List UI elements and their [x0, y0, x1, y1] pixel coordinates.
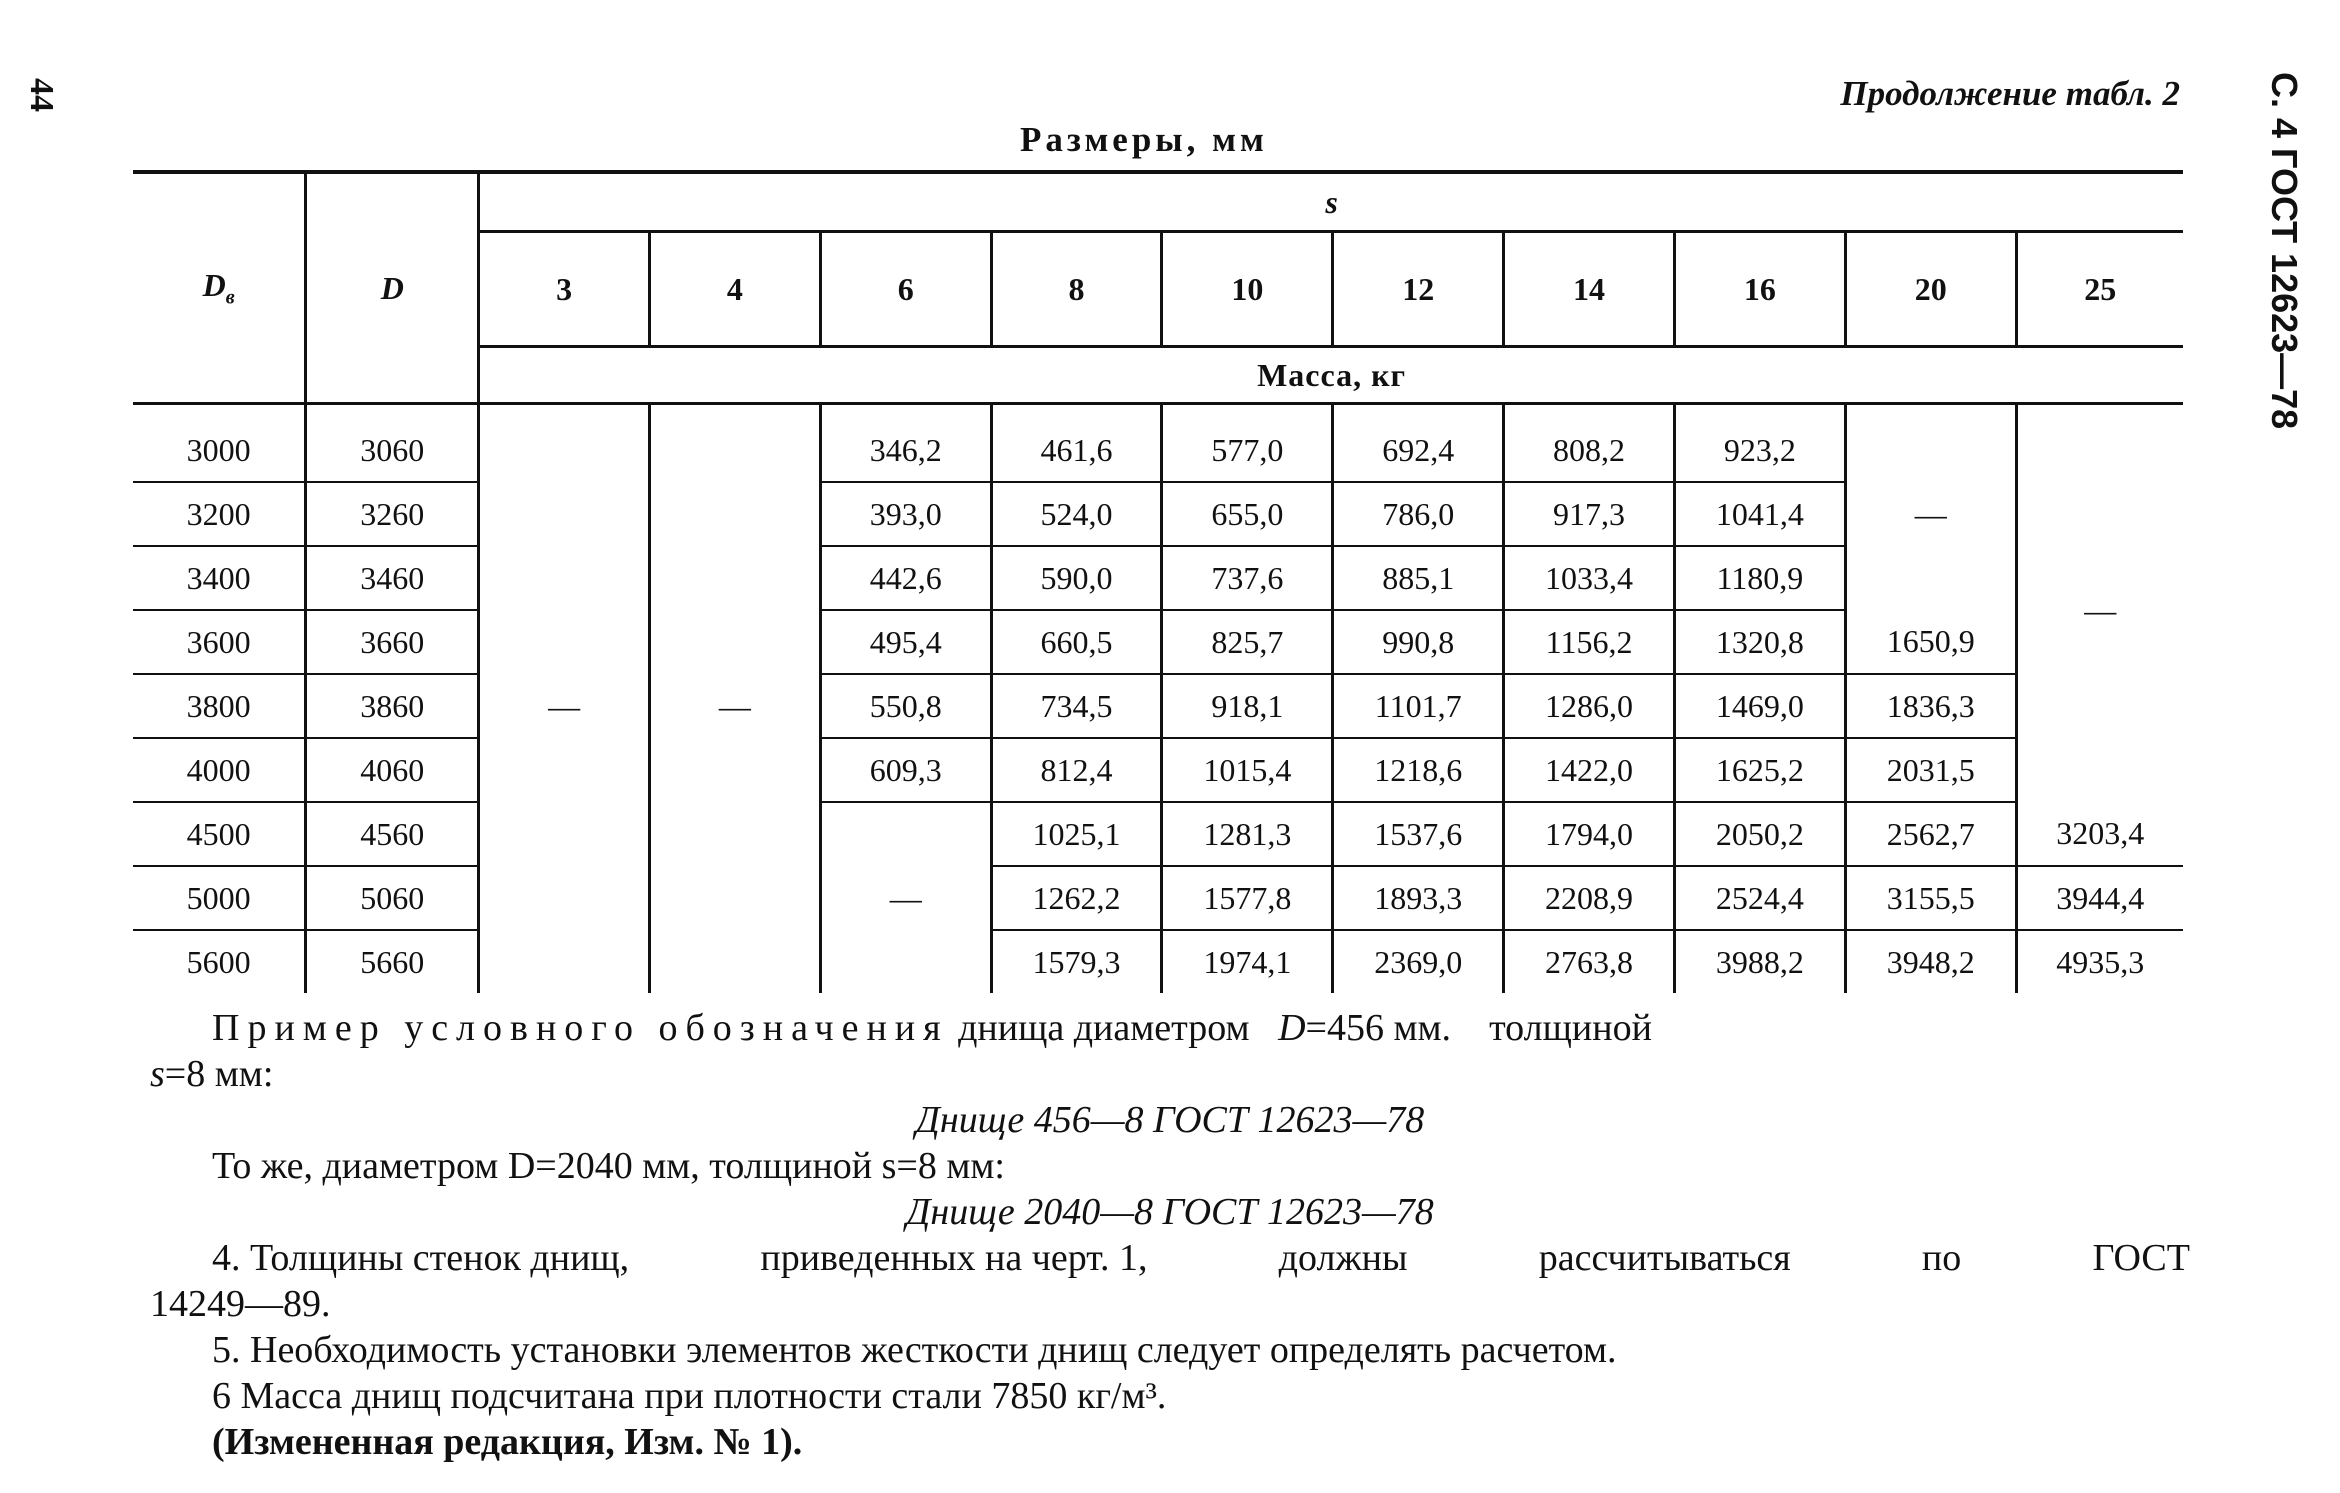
- cell-mass-c8: 660,5: [991, 610, 1162, 674]
- note-4-part-e: по: [1921, 1237, 1962, 1279]
- cell-mass-c16: 1625,2: [1674, 738, 1845, 802]
- cell-mass-c20: 1650,9: [1845, 610, 2016, 674]
- cell-mass-c10: 1015,4: [1162, 738, 1333, 802]
- cell-d: 5660: [306, 930, 479, 993]
- cell-d: 3660: [306, 610, 479, 674]
- cell-mass-c14: 1794,0: [1504, 802, 1675, 866]
- table-row: [133, 802, 2183, 866]
- note-4-part-c: должны: [1278, 1237, 1408, 1279]
- header-s-20: 20: [1845, 232, 2016, 347]
- same-line: То же, диаметром D=2040 мм, толщиной s=8 мм:: [212, 1145, 1005, 1187]
- example-d-symbol: D: [1278, 1007, 1306, 1049]
- example-s-line: [150, 1051, 2190, 1097]
- note-4-part-d: рассчитываться: [1538, 1237, 1791, 1279]
- table-continuation-label: Продолжение табл. 2: [1840, 74, 2180, 113]
- cell-mass-c20: 3948,2: [1845, 930, 2016, 993]
- cell-mass-c8: 461,6: [991, 404, 1162, 483]
- cell-mass-c14: 1286,0: [1504, 674, 1675, 738]
- cell-mass-c20: 1836,3: [1845, 674, 2016, 738]
- cell-mass-c14: 2763,8: [1504, 930, 1675, 993]
- example-thickness-word: толщиной: [1489, 1007, 1652, 1049]
- units-label: Размеры, мм: [1020, 120, 1268, 159]
- cell-d: 3060: [306, 404, 479, 483]
- header-s-4: 4: [649, 232, 820, 347]
- header-d: D: [306, 172, 479, 404]
- cell-mass-c14: 1422,0: [1504, 738, 1675, 802]
- cell-db: 5600: [186, 943, 251, 980]
- cell-mass-c16: 3988,2: [1674, 930, 1845, 993]
- note-4-continuation: 14249—89.: [150, 1283, 331, 1325]
- header-s: s: [479, 172, 2183, 232]
- cell-mass-c12: 1537,6: [1333, 802, 1504, 866]
- cell-mass-c16: 2050,2: [1674, 802, 1845, 866]
- cell-d: 3460: [306, 546, 479, 610]
- cell-mass-c12: 885,1: [1333, 546, 1504, 610]
- cell-db: 3200: [133, 482, 306, 546]
- cell-mass-c12: 692,4: [1333, 404, 1504, 483]
- cell-db: 3400: [133, 546, 306, 610]
- example-rest-text: днища диаметром: [958, 1007, 1250, 1049]
- table-row: [133, 674, 2183, 738]
- cell-mass-c12: 1101,7: [1333, 674, 1504, 738]
- example-spaced-text: Пример условного обозначения: [212, 1007, 949, 1049]
- cell-dash-c25: —: [2016, 404, 2183, 803]
- cell-dash-c20: —: [1845, 404, 2016, 611]
- dimensions-table: [133, 170, 2183, 993]
- cell-d: 4060: [306, 738, 479, 802]
- note-4: [150, 1235, 2190, 1281]
- table-row: [133, 404, 2183, 483]
- cell-mass-c6: 393,0: [820, 482, 991, 546]
- cell-mass-c14: 2208,9: [1504, 866, 1675, 930]
- cell-mass-c10: 655,0: [1162, 482, 1333, 546]
- cell-mass-c25: 4935,3: [2016, 930, 2183, 993]
- cell-mass-c16: 2524,4: [1674, 866, 1845, 930]
- table-row: [133, 738, 2183, 802]
- note-4-part-b: приведенных на черт. 1,: [760, 1237, 1148, 1279]
- cell-mass-c14: 917,3: [1504, 482, 1675, 546]
- example-d-value: =456 мм.: [1305, 1007, 1452, 1049]
- example-paragraph: [150, 1005, 2190, 1051]
- cell-mass-c10: 1281,3: [1162, 802, 1333, 866]
- text-block: [150, 1005, 2190, 1465]
- cell-mass-c10: 1974,1: [1162, 930, 1333, 993]
- header-s-12: 12: [1333, 232, 1504, 347]
- cell-mass-c8: 812,4: [991, 738, 1162, 802]
- cell-mass-c8: 590,0: [991, 546, 1162, 610]
- cell-mass-c25: 3203,4: [2016, 802, 2183, 866]
- cell-mass-c14: 1156,2: [1504, 610, 1675, 674]
- cell-dash-c6: —: [820, 802, 991, 993]
- cell-mass-c16: 1180,9: [1674, 546, 1845, 610]
- cell-mass-c8: 1262,2: [991, 866, 1162, 930]
- cell-mass-c6: 609,3: [820, 738, 991, 802]
- cell-mass-c25: 3944,4: [2016, 866, 2183, 930]
- cell-mass-c10: 577,0: [1162, 404, 1333, 483]
- cell-mass-c16: 923,2: [1674, 404, 1845, 483]
- cell-mass-c8: 734,5: [991, 674, 1162, 738]
- cell-db: 3000: [133, 404, 306, 483]
- header-s-3: 3: [479, 232, 650, 347]
- cell-dash-c3: —: [479, 404, 650, 994]
- cell-d: 5060: [306, 866, 479, 930]
- note-4-part-f: ГОСТ: [2092, 1237, 2190, 1279]
- header-s-14: 14: [1504, 232, 1675, 347]
- cell-mass-c20: 2562,7: [1845, 802, 2016, 866]
- cell-db: 4500: [133, 802, 306, 866]
- cell-d: 4560: [306, 802, 479, 866]
- cell-mass-c12: 1218,6: [1333, 738, 1504, 802]
- amendment-note: (Измененная редакция, Изм. № 1).: [212, 1421, 803, 1463]
- cell-d: 3260: [306, 482, 479, 546]
- note-5: 5. Необходимость установки элементов жесткости днищ следует определять расчетом.: [212, 1329, 1617, 1371]
- cell-mass-c8: 1025,1: [991, 802, 1162, 866]
- cell-mass-c20: 2031,5: [1845, 738, 2016, 802]
- page-number: 44: [23, 78, 60, 112]
- cell-mass-c12: 1893,3: [1333, 866, 1504, 930]
- header-mass: Масса, кг: [479, 347, 2183, 404]
- cell-mass-c6: 442,6: [820, 546, 991, 610]
- cell-mass-c12: 786,0: [1333, 482, 1504, 546]
- cell-mass-c8: 524,0: [991, 482, 1162, 546]
- cell-d: 3860: [306, 674, 479, 738]
- header-s-25: 25: [2016, 232, 2183, 347]
- note-4-part-a: 4. Толщины стенок днищ,: [212, 1237, 630, 1279]
- designation-2: Днище 2040—8 ГОСТ 12623—78: [906, 1191, 1434, 1233]
- cell-mass-c10: 737,6: [1162, 546, 1333, 610]
- cell-mass-c10: 825,7: [1162, 610, 1333, 674]
- designation-1: Днище 456—8 ГОСТ 12623—78: [915, 1099, 1425, 1141]
- note-6: 6 Масса днищ подсчитана при плотности стали 7850 кг/м³.: [212, 1375, 1167, 1417]
- header-db: $D_в$: [133, 172, 306, 404]
- cell-db: 3600: [133, 610, 306, 674]
- cell-mass-c6: 346,2: [820, 404, 991, 483]
- cell-mass-c20: 3155,5: [1845, 866, 2016, 930]
- cell-mass-c10: 1577,8: [1162, 866, 1333, 930]
- cell-mass-c6: 550,8: [820, 674, 991, 738]
- table-row: [133, 866, 2183, 930]
- cell-mass-c16: 1320,8: [1674, 610, 1845, 674]
- cell-mass-c6: 495,4: [820, 610, 991, 674]
- cell-db: 3800: [133, 674, 306, 738]
- cell-mass-c14: 808,2: [1504, 404, 1675, 483]
- cell-mass-c10: 918,1: [1162, 674, 1333, 738]
- cell-mass-c14: 1033,4: [1504, 546, 1675, 610]
- cell-mass-c12: 2369,0: [1333, 930, 1504, 993]
- header-s-8: 8: [991, 232, 1162, 347]
- side-header: С. 4 ГОСТ 12623—78: [2264, 72, 2305, 430]
- header-s-16: 16: [1674, 232, 1845, 347]
- cell-db: 5000: [133, 866, 306, 930]
- header-s-10: 10: [1162, 232, 1333, 347]
- table-row: [133, 930, 2183, 993]
- header-s-6: 6: [820, 232, 991, 347]
- table-row: [133, 610, 2183, 674]
- cell-db: 4000: [133, 738, 306, 802]
- cell-mass-c12: 990,8: [1333, 610, 1504, 674]
- cell-mass-c8: 1579,3: [991, 930, 1162, 993]
- example-s-symbol: s: [150, 1053, 165, 1095]
- cell-dash-c4: —: [649, 404, 820, 994]
- example-s-value: =8 мм:: [164, 1053, 274, 1095]
- cell-mass-c16: 1041,4: [1674, 482, 1845, 546]
- cell-mass-c16: 1469,0: [1674, 674, 1845, 738]
